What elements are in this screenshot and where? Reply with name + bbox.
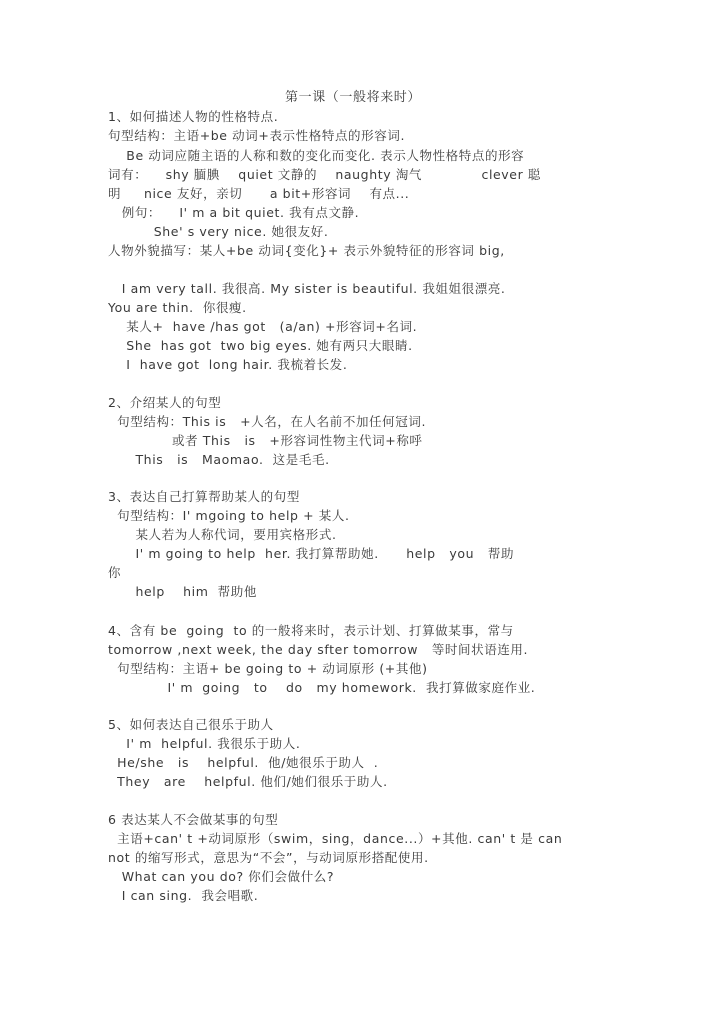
text-line: You are thin. 你很瘦. — [108, 300, 247, 315]
section-heading: 3、表达自己打算帮助某人的句型 — [108, 489, 300, 504]
text-line: 句型结构：主语+be 动词+表示性格特点的形容词. — [108, 128, 406, 143]
text-line: tomorrow ,next week, the day sfter tomorrow 等时间状语连用. — [108, 642, 529, 657]
text-line: 例句： I' m a bit quiet. 我有点文静. — [108, 205, 360, 220]
section-heading: 5、如何表达自己很乐于助人 — [108, 717, 274, 732]
text-line: I have got long hair. 我梳着长发. — [108, 357, 348, 372]
text-line: 句型结构：主语+ be going to + 动词原形 (+其他) — [108, 661, 428, 676]
text-line: 词有： shy 腼腆 quiet 文静的 naughty 淘气 clever 聪 — [108, 167, 542, 182]
text-line: She has got two big eyes. 她有两只大眼睛. — [108, 338, 413, 353]
text-line: He/she is helpful. 他/她很乐于助人 . — [108, 755, 379, 770]
section-heading: 6 表达某人不会做某事的句型 — [108, 812, 279, 827]
text-line: help him 帮助他 — [108, 584, 257, 599]
text-line: I' m going to do my homework. 我打算做家庭作业. — [108, 680, 536, 695]
text-line: 句型结构：This is +人名，在人名前不加任何冠词. — [108, 414, 427, 429]
section-heading: 4、含有 be going to 的一般将来时，表示计划、打算做某事，常与 — [108, 623, 514, 638]
text-line: not 的缩写形式，意思为“不会”，与动词原形搭配使用. — [108, 850, 429, 865]
text-line: 你 — [108, 565, 122, 580]
text-line: I' m going to help her. 我打算帮助她. help you 帮助 — [108, 546, 515, 561]
text-line: She' s very nice. 她很友好. — [108, 224, 329, 239]
text-line: I' m helpful. 我很乐于助人. — [108, 736, 301, 751]
text-line: 明 nice 友好，亲切 a bit+形容词 有点... — [108, 186, 410, 201]
text-line: This is Maomao. 这是毛毛. — [108, 452, 330, 467]
text-line: What can you do? 你们会做什么? — [108, 869, 335, 884]
text-line: They are helpful. 他们/她们很乐于助人. — [108, 774, 388, 789]
section-heading: 1、如何描述人物的性格特点. — [108, 109, 279, 124]
text-line: I can sing. 我会唱歌. — [108, 888, 259, 903]
section-heading: 2、介绍某人的句型 — [108, 395, 222, 410]
text-line: Be 动词应随主语的人称和数的变化而变化. 表示人物性格特点的形容 — [108, 148, 525, 163]
text-line: 或者 This is +形容词性物主代词+称呼 — [108, 433, 423, 448]
text-line: 句型结构：I' mgoing to help + 某人. — [108, 508, 350, 523]
text-line: 人物外貌描写：某人+be 动词{变化}+ 表示外貌特征的形容词 big, — [108, 243, 505, 258]
text-line: 某人+ have /has got (a/an) +形容词+名词. — [108, 319, 418, 334]
page-title: 第一课（一般将来时） — [285, 90, 422, 105]
text-line: I am very tall. 我很高. My sister is beautiful. 我姐姐很漂亮. — [108, 281, 506, 296]
text-line: 某人若为人称代词，要用宾格形式. — [108, 527, 337, 542]
text-line: 主语+can' t +动词原形（swim，sing，dance...）+其他. can' t 是 can — [108, 831, 563, 846]
